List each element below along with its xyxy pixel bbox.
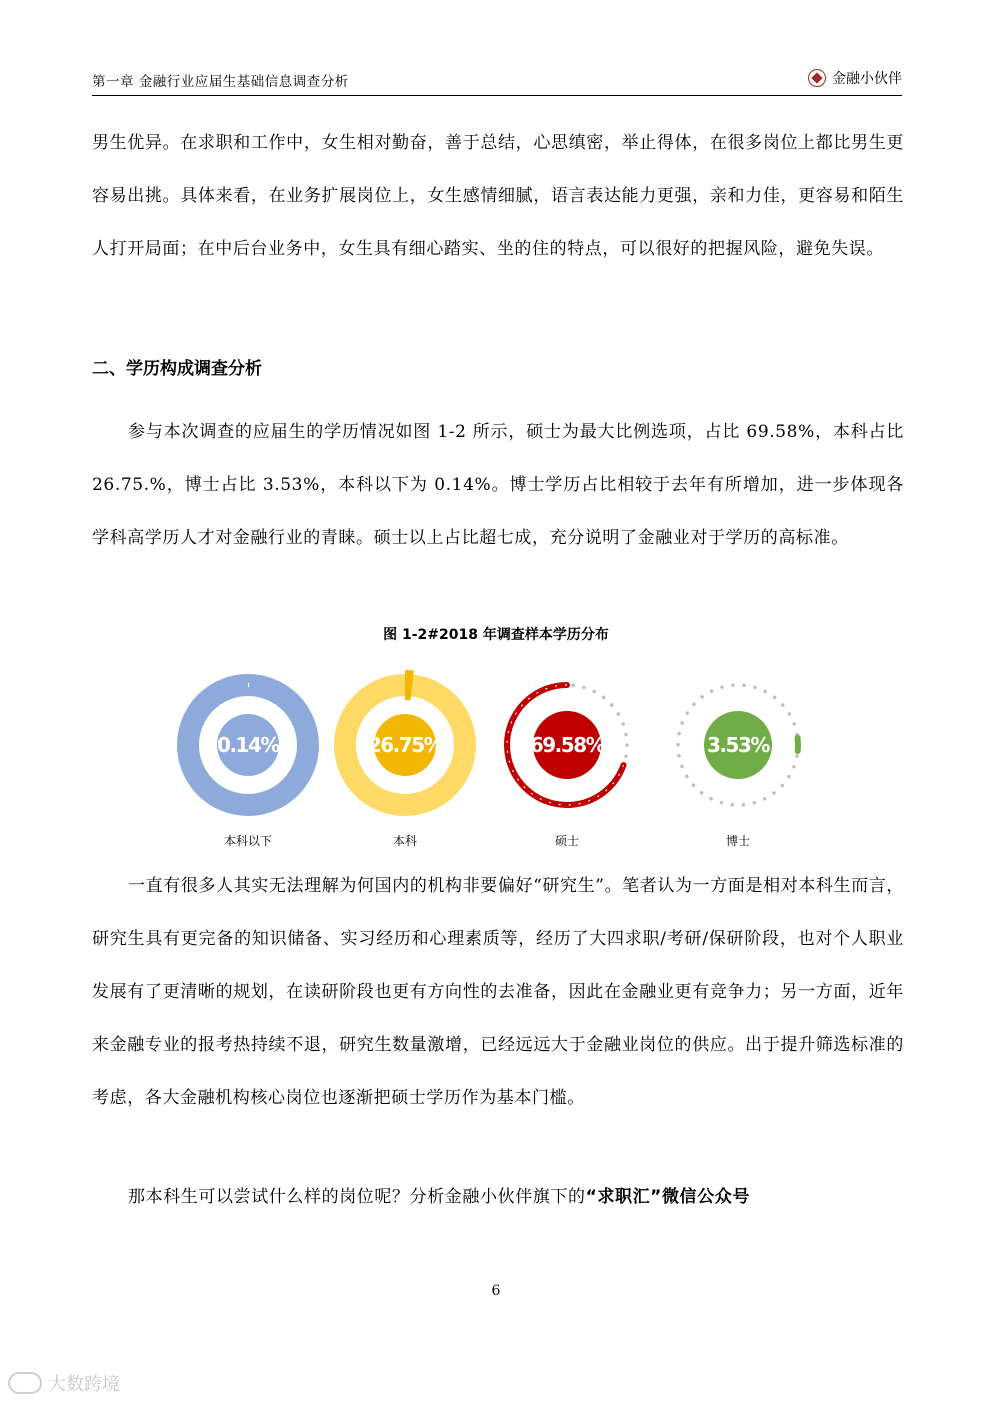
education-donut-charts [0,665,992,855]
watermark-logo-icon [8,1372,42,1394]
donut-category-label: 硕士 [554,834,579,848]
header-brand-label: 金融小伙伴 [832,71,902,87]
paragraph-4-text: 那本科生可以尝试什么样的岗位呢？分析金融小伙伴旗下的 [128,1187,586,1207]
donut-category-label: 本科 [392,834,417,848]
donut-value-label: 69.58% [529,733,605,757]
figure-caption: 图 1-2#2018 年调查样本学历分布 [383,627,609,643]
section-heading: 二、学历构成调查分析 [92,359,262,379]
donut-value-label: 0.14% [217,733,279,757]
watermark [8,1370,120,1396]
donut-value-label: 3.53% [707,733,769,757]
donut-1 [188,685,308,805]
donut-2 [345,685,465,805]
header-chapter-title: 第一章 金融行业应届生基础信息调查分析 [92,74,349,90]
header-divider [92,95,902,96]
brand-seal-icon [808,69,826,87]
header-brand [808,68,902,88]
donut-category-label: 本科以下 [223,834,272,848]
paragraph-3: 一直有很多人其实无法理解为何国内的机构非要偏好“研究生”。笔者认为一方面是相对本科生而言，研究生具有更完备的知识储备、实习经历和心理素质等，经历了大四求职/考研/保研阶段，也对个人职业发展有了更清晰的规划，在读研阶段也更有方向性的去准备，因此在金融业更有竞争力；另一方面，近年来金融专业的报考热持续不退，研究生数量激增，已经远远大于金融业岗位的供应。出于提升筛选标准的考虑，各大金融机构核心岗位也逐渐把硕士学历作为基本门槛。 [92,876,904,1108]
donut-3 [507,685,627,805]
watermark-label: 大数跨境 [48,1374,120,1395]
paragraph-2: 参与本次调查的应届生的学历情况如图 1-2 所示，硕士为最大比例选项，占比 69.58%，本科占比 26.75.%，博士占比 3.53%，本科以下为 0.14%。博士学历占比相较于去年有所增加，进一步体现各学科高学历人才对金融行业的青睐。硕士以上占比超七成，充分说明了金融业对于学历的高标准。 [92,422,904,548]
page-number: 6 [491,1283,501,1299]
paragraph-4 [92,1171,904,1224]
donut-value-label: 26.75% [367,733,443,757]
donut-category-label: 博士 [725,834,750,848]
paragraph-1: 男生优异。在求职和工作中，女生相对勤奋，善于总结，心思缜密，举止得体，在很多岗位上都比男生更容易出挑。具体来看，在业务扩展岗位上，女生感情细腻，语言表达能力更强，亲和力佳，更容易和陌生人打开局面；在中后台业务中，女生具有细心踏实、坐的住的特点，可以很好的把握风险，避免失误。 [92,133,904,259]
paragraph-4-bold: “求职汇”微信公众号 [585,1187,750,1207]
donut-4 [678,685,798,805]
